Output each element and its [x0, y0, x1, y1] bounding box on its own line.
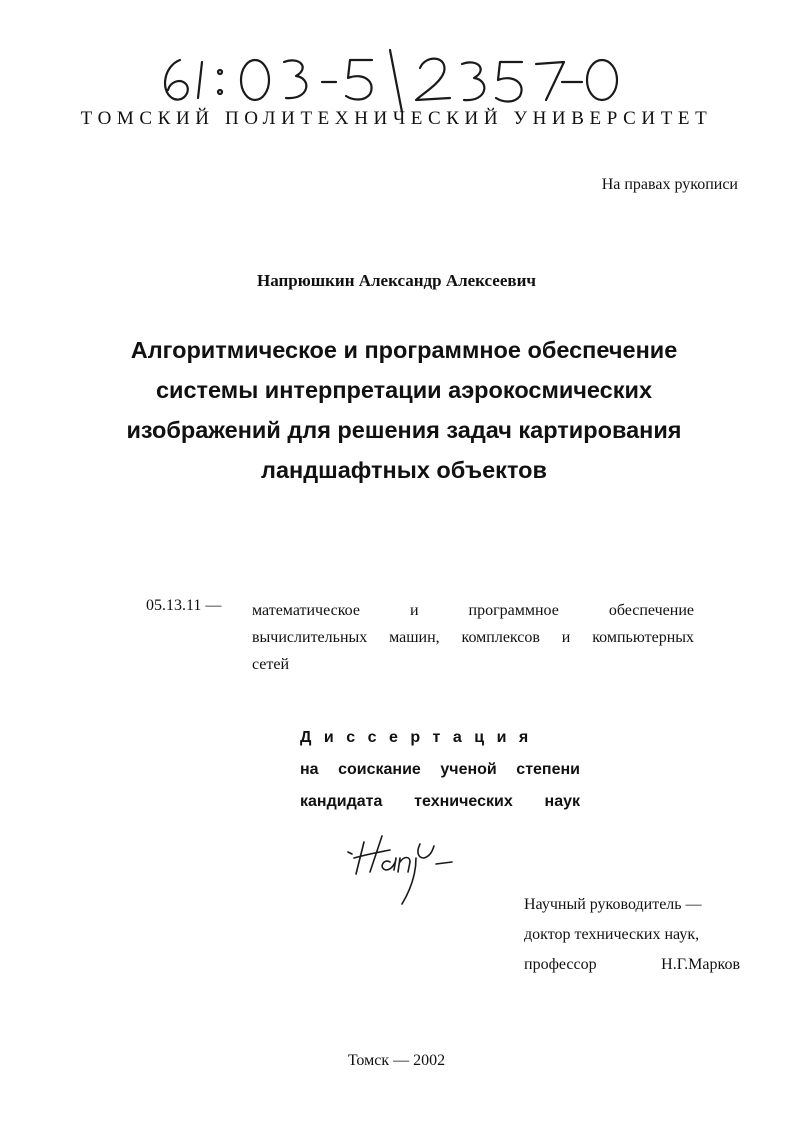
place-and-year: Томск — 2002	[347, 1052, 446, 1069]
dissertation-title	[100, 330, 708, 490]
degree-line: кандидата технических наук	[300, 793, 580, 810]
title-line: изображений для решения задач картирования	[126, 417, 682, 443]
author-name: Напрюшкин Александр Алексеевич	[257, 271, 536, 290]
supervisor-position: профессор	[524, 956, 597, 973]
supervisor-line	[524, 950, 740, 980]
supervisor-role: Научный руководитель —	[524, 896, 702, 913]
supervisor-degree: доктор технических наук,	[524, 926, 700, 943]
specialty-line: математическое и программное обеспечение	[252, 602, 694, 619]
handwritten-archive-code	[150, 42, 650, 112]
supervisor-line	[524, 890, 740, 920]
supervisor-line	[524, 920, 740, 950]
scientific-supervisor	[524, 890, 740, 980]
degree-statement	[300, 722, 580, 818]
university-name: ТОМСКИЙ ПОЛИТЕХНИЧЕСКИЙ УНИВЕРСИТЕТ	[80, 108, 713, 129]
title-line: системы интерпретации аэрокосмических	[155, 377, 653, 403]
title-line: ландшафтных объектов	[261, 457, 547, 483]
supervisor-name: Н.Г.Марков	[661, 956, 740, 973]
specialty-code: 05.13.11 —	[146, 597, 222, 614]
title-line: Алгоритмическое и программное обеспечение	[130, 337, 678, 363]
manuscript-rights-note: На правах рукописи	[601, 176, 738, 193]
specialty-line: сетей	[252, 656, 290, 673]
degree-heading: Диссертация	[300, 729, 541, 746]
specialty-line: вычислительных машин, комплексов и компьютерных	[252, 629, 694, 646]
author-signature	[340, 828, 460, 908]
degree-line: на соискание ученой степени	[300, 761, 580, 778]
specialty-description	[252, 597, 694, 678]
